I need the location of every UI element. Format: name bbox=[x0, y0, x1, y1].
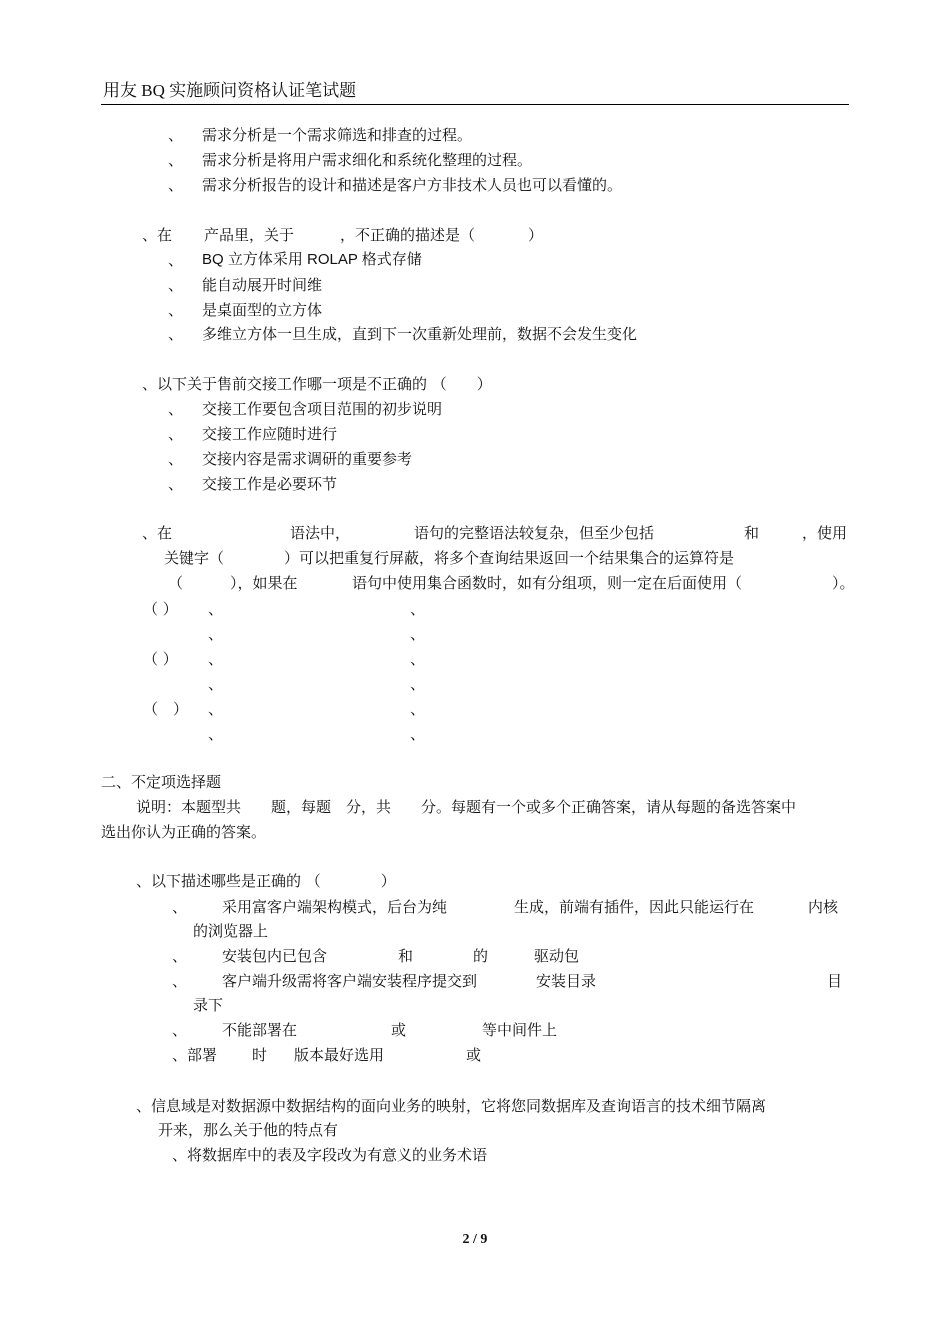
option-mark: 、 bbox=[168, 151, 184, 169]
option-mark: 、 bbox=[168, 450, 184, 468]
question-stem: 、信息域是对数据源中数据结构的面向业务的映射，它将您同数据库及查询语言的技术细节隔离 bbox=[136, 1097, 767, 1115]
option-mark: 、 bbox=[410, 625, 426, 643]
question-stem: ，使用 bbox=[802, 524, 848, 542]
option-text: BQ 立方体采用 ROLAP 格式存储 bbox=[202, 251, 422, 268]
option-mark: 、 bbox=[168, 325, 184, 343]
option-mark: 、 bbox=[208, 650, 224, 668]
option-text: 、将数据库中的表及字段改为有意义的业务术语 bbox=[172, 1146, 488, 1164]
option-text: 客户端升级需将客户端安装程序提交到 bbox=[222, 972, 478, 990]
option-text: 安装目录 bbox=[536, 972, 597, 990]
answer-paren: （ ） bbox=[143, 700, 189, 718]
option-mark: 、 bbox=[172, 898, 188, 916]
option-text: 版本最好选用 bbox=[294, 1046, 385, 1064]
option-mark: 、 bbox=[168, 276, 184, 294]
option-mark: 、 bbox=[172, 972, 188, 990]
question-stem: 产品里，关于 bbox=[204, 226, 295, 244]
option-text: 的 bbox=[473, 947, 489, 965]
option-mark: 、 bbox=[410, 725, 426, 743]
section-description: 选出你认为正确的答案。 bbox=[101, 823, 267, 841]
option-mark: 、 bbox=[410, 675, 426, 693]
document-header-title: 用友 BQ 实施顾问资格认证笔试题 bbox=[103, 81, 357, 100]
option-text: 交接内容是需求调研的重要参考 bbox=[202, 450, 413, 468]
question-stem: 、以下关于售前交接工作哪一项是不正确的 （ ） bbox=[142, 375, 492, 393]
question-stem: （ bbox=[168, 574, 184, 592]
question-stem: ），如果在 bbox=[230, 574, 298, 592]
option-mark: 、 bbox=[168, 400, 184, 418]
section-description: 说明：本题型共 题，每题 分，共 分。每题有一个或多个正确答案，请从每题的备选答案中 bbox=[136, 798, 797, 816]
option-text: 、部署 bbox=[172, 1046, 218, 1064]
section-title: 二、不定项选择题 bbox=[101, 773, 222, 791]
option-text: 交接工作是必要环节 bbox=[202, 475, 338, 493]
option-text: 交接工作应随时进行 bbox=[202, 425, 338, 443]
option-text: 生成，前端有插件，因此只能运行在 bbox=[514, 898, 755, 916]
option-mark: 、 bbox=[168, 126, 184, 144]
question-stem: ） bbox=[528, 226, 544, 244]
option-text: 是桌面型的立方体 bbox=[202, 301, 323, 319]
question-stem: 语句中使用集合函数时，如有分组项，则一定在后面使用（ bbox=[352, 574, 743, 592]
option-mark: 、 bbox=[410, 650, 426, 668]
question-stem: 语法中， bbox=[290, 524, 351, 542]
option-text: 时 bbox=[252, 1046, 268, 1064]
question-stem: ，不正确的描述是（ bbox=[340, 226, 476, 244]
question-stem: ）。 bbox=[832, 574, 855, 592]
option-text: 的浏览器上 bbox=[193, 922, 269, 940]
option-text: 和 bbox=[398, 947, 414, 965]
option-mark: 、 bbox=[172, 947, 188, 965]
option-text: 需求分析报告的设计和描述是客户方非技术人员也可以看懂的。 bbox=[202, 176, 623, 194]
option-mark: 、 bbox=[172, 1021, 188, 1039]
question-stem: 开来，那么关于他的特点有 bbox=[158, 1121, 339, 1139]
option-mark: 、 bbox=[168, 475, 184, 493]
option-text: 需求分析是将用户需求细化和系统化整理的过程。 bbox=[202, 151, 533, 169]
question-stem: 语句的完整语法较复杂，但至少包括 bbox=[414, 524, 655, 542]
option-text: 能自动展开时间维 bbox=[202, 276, 323, 294]
option-text: 或 bbox=[391, 1021, 407, 1039]
question-stem: 、在 bbox=[142, 226, 173, 244]
answer-paren: （ ） bbox=[143, 650, 178, 668]
option-text: 或 bbox=[466, 1046, 482, 1064]
option-text: 多维立方体一旦生成，直到下一次重新处理前，数据不会发生变化 bbox=[202, 325, 638, 343]
option-text: 安装包内已包含 bbox=[222, 947, 328, 965]
option-mark: 、 bbox=[208, 675, 224, 693]
option-text: 不能部署在 bbox=[222, 1021, 298, 1039]
option-mark: 、 bbox=[208, 700, 224, 718]
answer-paren: （ ） bbox=[143, 600, 178, 618]
option-text: 录下 bbox=[193, 996, 224, 1014]
option-mark: 、 bbox=[168, 176, 184, 194]
option-text: 驱动包 bbox=[534, 947, 580, 965]
option-mark: 、 bbox=[410, 600, 426, 618]
option-text: 等中间件上 bbox=[482, 1021, 558, 1039]
option-mark: 、 bbox=[208, 625, 224, 643]
option-mark: 、 bbox=[168, 425, 184, 443]
option-mark: 、 bbox=[168, 251, 184, 269]
option-text: 目 bbox=[827, 972, 843, 990]
option-text: 交接工作要包含项目范围的初步说明 bbox=[202, 400, 443, 418]
page-number: 2 / 9 bbox=[462, 1232, 488, 1247]
option-mark: 、 bbox=[410, 700, 426, 718]
option-mark: 、 bbox=[208, 725, 224, 743]
question-stem: 、以下描述哪些是正确的 （ ） bbox=[136, 872, 396, 890]
question-stem: 关键字（ ）可以把重复行屏蔽，将多个查询结果返回一个结果集合的运算符是 bbox=[164, 549, 735, 567]
question-stem: 和 bbox=[744, 524, 760, 542]
header-divider bbox=[101, 104, 849, 105]
option-mark: 、 bbox=[168, 301, 184, 319]
question-stem: 、在 bbox=[142, 524, 173, 542]
option-text: 采用富客户端架构模式，后台为纯 bbox=[222, 898, 448, 916]
option-mark: 、 bbox=[208, 600, 224, 618]
option-text: 需求分析是一个需求筛选和排查的过程。 bbox=[202, 126, 473, 144]
option-text: 内核 bbox=[808, 898, 839, 916]
